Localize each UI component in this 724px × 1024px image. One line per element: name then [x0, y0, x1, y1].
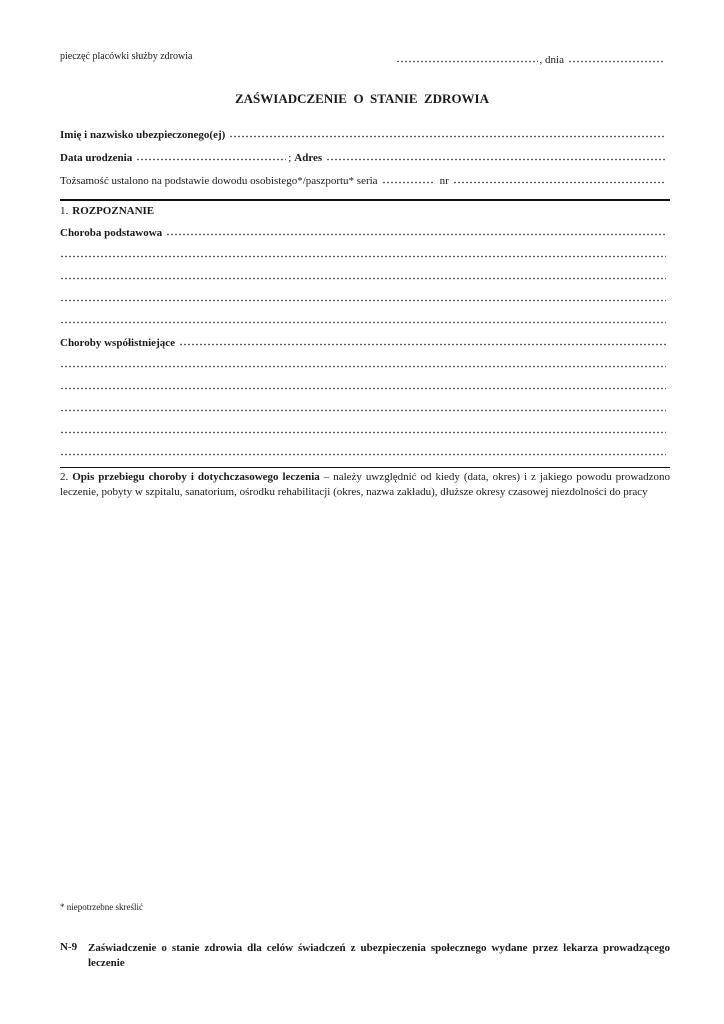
name-field[interactable] — [229, 135, 666, 138]
main-disease-field-line[interactable] — [60, 277, 666, 280]
number-label: nr — [439, 175, 449, 187]
separator: ; — [288, 152, 292, 164]
birth-address-row — [60, 150, 668, 164]
section1-title: ROZPOZNANIE — [72, 205, 155, 217]
stamp-label: pieczęć placówki służby zdrowia — [60, 51, 193, 62]
coexisting-field-line[interactable] — [60, 365, 666, 368]
main-disease-field[interactable] — [166, 233, 666, 236]
identity-row — [60, 173, 668, 187]
main-disease-field-line[interactable] — [60, 255, 666, 258]
coexisting-line — [60, 357, 668, 371]
place-field[interactable] — [396, 60, 538, 63]
main-disease-line — [60, 269, 668, 283]
main-disease-line — [60, 291, 668, 305]
section2-number: 2. — [60, 471, 69, 483]
section2-description: – należy uwzględnić od kiedy (data, okres) i z jakiego powodu prowadzono leczenie, pobyty w szpitalu, sanatorium, ośrodku rehabilitacji (okres, nazwa zakładu), dłuższe okresy czasowej niezdolności do pracy — [60, 471, 671, 498]
section2-paragraph — [60, 470, 670, 500]
address-field[interactable] — [326, 158, 666, 161]
section1-heading — [60, 203, 668, 217]
name-label: Imię i nazwisko ubezpieczonego(ej) — [60, 129, 226, 141]
coexisting-row — [60, 335, 668, 349]
form-code: N-9 — [60, 941, 78, 953]
date-field[interactable] — [568, 60, 664, 63]
section2-writing-area[interactable] — [60, 515, 670, 895]
main-disease-label: Choroba podstawowa — [60, 227, 163, 239]
coexisting-field[interactable] — [179, 343, 666, 346]
name-row — [60, 127, 668, 141]
series-field[interactable] — [382, 181, 434, 184]
coexisting-field-line[interactable] — [60, 409, 666, 412]
coexisting-line — [60, 401, 668, 415]
coexisting-line — [60, 445, 668, 459]
main-disease-line — [60, 247, 668, 261]
document-title: ZAŚWIADCZENIE O STANIE ZDROWIA — [234, 91, 490, 106]
main-disease-field-line[interactable] — [60, 299, 666, 302]
coexisting-label: Choroby współistniejące — [60, 337, 175, 349]
coexisting-field-line[interactable] — [60, 431, 666, 434]
coexisting-line — [60, 423, 668, 437]
birth-date-field[interactable] — [136, 158, 286, 161]
place-date-line — [396, 52, 666, 66]
coexisting-field-line[interactable] — [60, 453, 666, 456]
coexisting-line — [60, 379, 668, 393]
identity-label: Tożsamość ustalono na podstawie dowodu osobistego*/paszportu* seria — [60, 175, 378, 187]
form-description: Zaświadczenie o stanie zdrowia dla celów świadczeń z ubezpieczenia społecznego wydane przez lekarza prowadzącego leczenie — [88, 942, 670, 969]
section2-title: Opis przebiegu choroby i dotychczasowego leczenia — [72, 471, 320, 483]
main-disease-row — [60, 225, 668, 239]
section-divider — [60, 199, 670, 201]
date-label: , dnia — [539, 54, 564, 66]
main-disease-line — [60, 313, 668, 327]
section-divider — [60, 467, 670, 468]
address-label: Adres — [294, 152, 323, 164]
section1-number: 1. — [60, 205, 69, 217]
number-field[interactable] — [453, 181, 666, 184]
birth-date-label: Data urodzenia — [60, 152, 133, 164]
coexisting-field-line[interactable] — [60, 387, 666, 390]
footnote: * niepotrzebne skreślić — [60, 902, 143, 912]
main-disease-field-line[interactable] — [60, 321, 666, 324]
